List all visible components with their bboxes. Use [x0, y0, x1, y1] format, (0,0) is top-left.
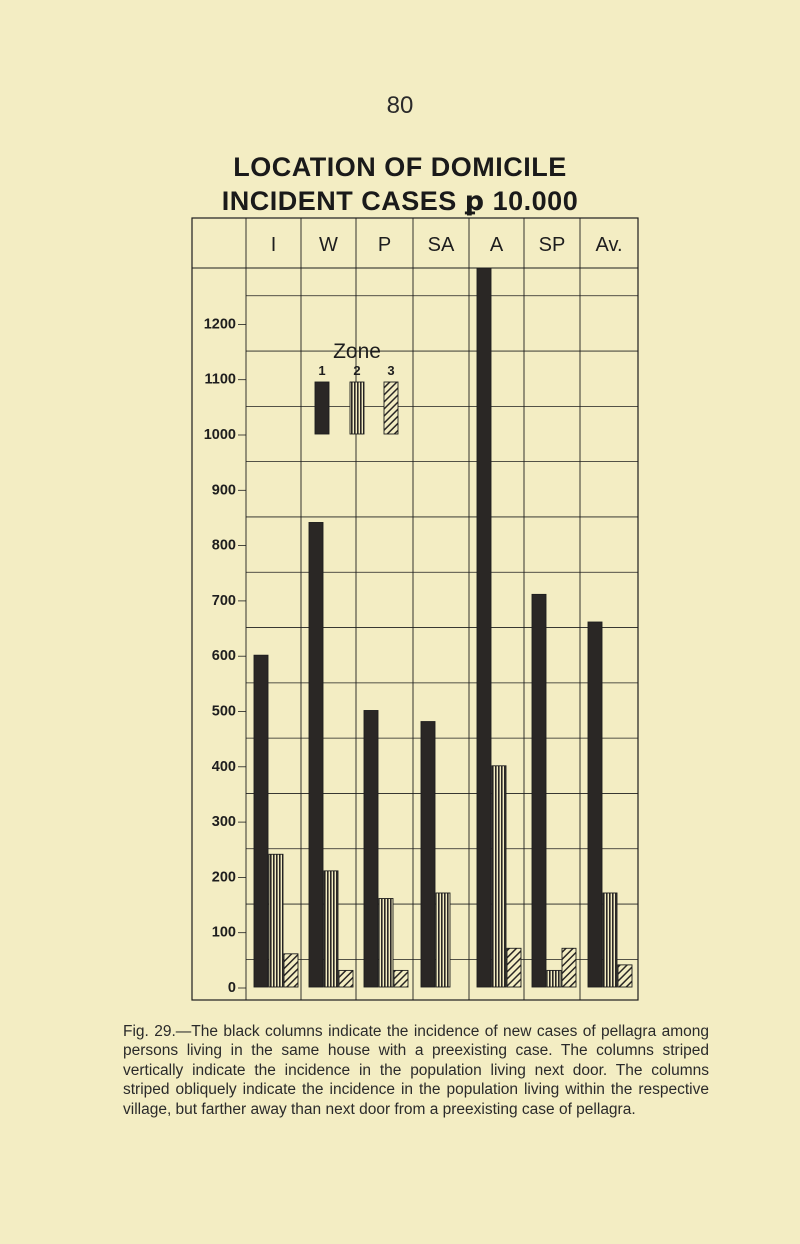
column-header: SA — [427, 234, 455, 256]
y-tick-label: 1000 — [203, 427, 236, 443]
column-headers — [271, 234, 623, 256]
bar-vertical — [603, 893, 617, 987]
legend-number: 1 — [318, 363, 326, 378]
zone-legend — [315, 340, 398, 434]
legend-swatch-black — [315, 382, 329, 434]
column-header: SP — [538, 234, 566, 256]
y-tick-label: 400 — [211, 758, 236, 775]
y-tick-label: 600 — [211, 648, 236, 665]
bar-oblique — [507, 948, 521, 987]
bar-black — [477, 268, 491, 987]
bar-black — [421, 722, 435, 987]
bar-vertical — [492, 766, 506, 987]
y-tick-label: 1100 — [204, 371, 236, 388]
column-header: A — [489, 234, 504, 256]
y-axis-ticks — [204, 316, 246, 996]
bar-oblique — [618, 965, 632, 987]
bar-black — [254, 655, 268, 987]
bar-oblique — [339, 970, 353, 987]
bar-vertical — [324, 871, 338, 987]
bar-oblique — [394, 970, 408, 987]
bar-black — [309, 522, 323, 987]
y-tick-label: 700 — [211, 592, 236, 609]
bar-vertical — [436, 893, 450, 987]
chart-title-line-1: LOCATION OF DOMICILE — [233, 152, 567, 182]
bar-black — [588, 622, 602, 987]
legend-number: 3 — [387, 363, 395, 378]
legend-swatch-vertical — [350, 382, 364, 434]
y-tick-label: 500 — [211, 703, 236, 720]
y-tick-label: 1200 — [203, 316, 236, 333]
legend-number: 2 — [353, 363, 361, 378]
figure-caption: Fig. 29.—The black columns indicate the incidence of new cases of pellagra among persons living in the same house with a preexisting case. The columns striped vertically indicate the incidence in the population living next door. The columns striped obliquely indicate the incidence in the population living within the respective village, but farther away than next door from a preexisting case of pellagra. — [123, 1023, 709, 1118]
bar-vertical — [547, 970, 561, 987]
bar-oblique — [562, 948, 576, 987]
y-tick-label: 300 — [211, 814, 236, 831]
page-number: 80 — [386, 92, 414, 119]
column-header: W — [319, 234, 338, 256]
column-header: Av. — [595, 234, 623, 256]
chart-title-line-2: INCIDENT CASES ꝑ 10.000 — [221, 186, 579, 216]
bar-black — [532, 594, 546, 987]
bar-vertical — [269, 854, 283, 987]
y-tick-label: 200 — [211, 869, 236, 886]
bar-black — [364, 711, 378, 988]
y-tick-label: 100 — [211, 924, 236, 941]
bar-vertical — [379, 899, 393, 987]
column-header: P — [377, 234, 392, 256]
legend-swatch-oblique — [384, 382, 398, 434]
column-header: I — [270, 234, 277, 256]
legend-title: Zone — [333, 340, 381, 363]
y-tick-label: 800 — [211, 537, 236, 554]
y-tick-label: 0 — [227, 980, 236, 996]
bar-oblique — [284, 954, 298, 987]
y-tick-label: 900 — [211, 482, 236, 499]
